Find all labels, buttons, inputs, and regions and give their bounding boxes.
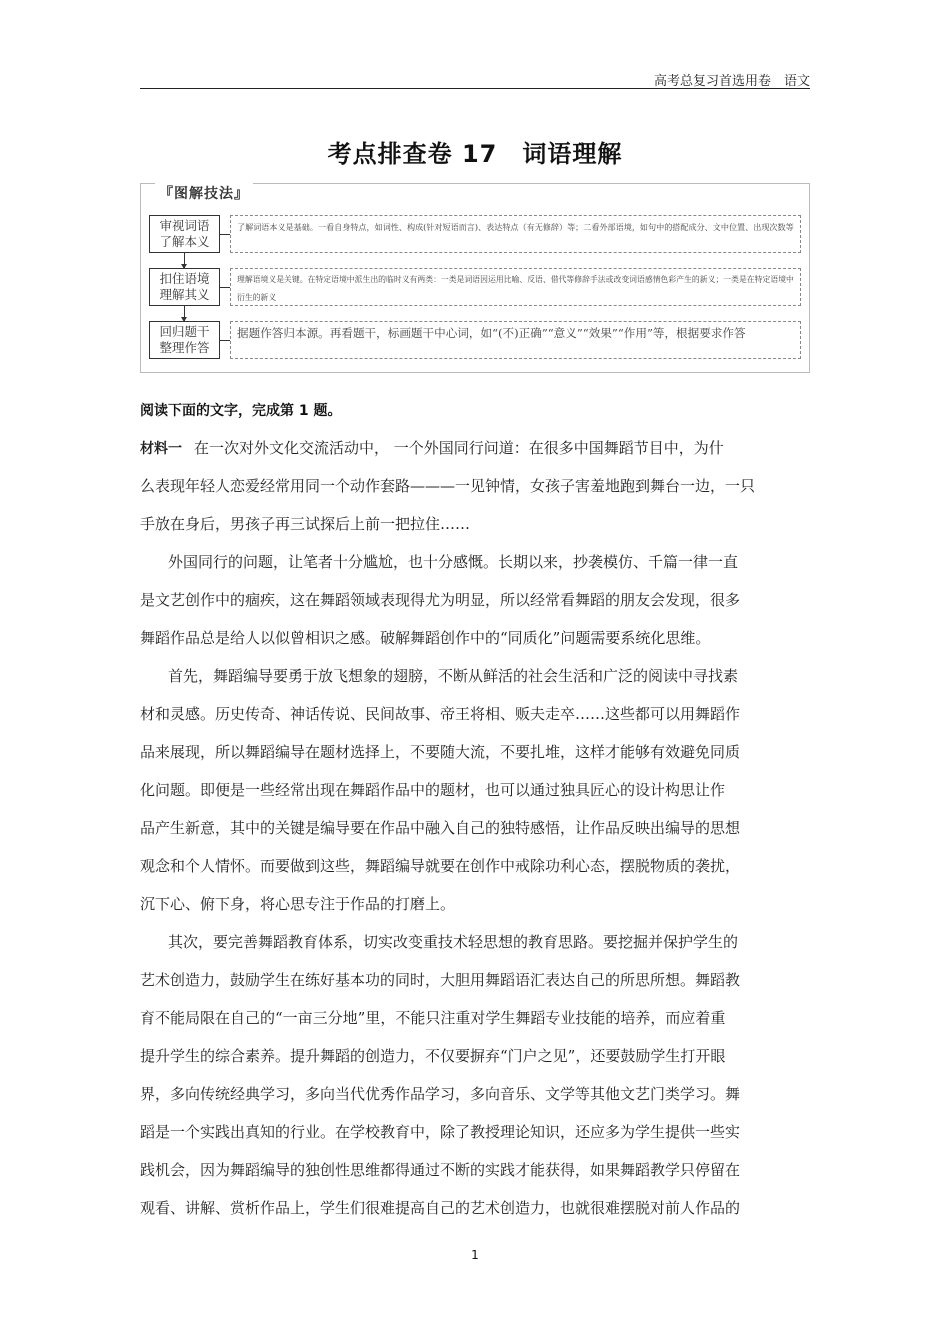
down-arrow-icon <box>184 253 185 268</box>
text-line-content: 在一次对外文化交流活动中， 一个外国同行问道：在很多中国舞蹈节目中，为什 <box>194 439 724 457</box>
page-title: 考点排查卷 17 词语理解 <box>327 140 623 168</box>
step-2-line2: 理解其义 <box>159 287 210 302</box>
text-line: 观念和个人情怀。而要做到这些，舞蹈编导就要在创作中戒除功利心态，摆脱物质的袭扰， <box>140 857 741 875</box>
text-line: 育不能局限在自己的“一亩三分地”里，不能只注重对学生舞蹈专业技能的培养，而应着重 <box>140 1009 726 1027</box>
down-arrow-icon <box>184 306 185 321</box>
step-2-box <box>149 268 220 306</box>
text-line: 品来展现，所以舞蹈编导在题材选择上，不要随大流，不要扎堆，这样才能够有效避免同质 <box>140 743 741 761</box>
text-line: 是文艺创作中的痼疾，这在舞蹈领域表现得尤为明显，所以经常看舞蹈的朋友会发现，很多 <box>140 591 741 609</box>
step-1-line1: 审视词语 <box>159 218 210 233</box>
step-1-line2: 了解本义 <box>159 234 210 249</box>
text-line: 观看、讲解、赏析作品上，学生们很难提高自己的艺术创造力，也就很难摆脱对前人作品的 <box>140 1199 741 1217</box>
text-line: 沉下心、俯下身，将心思专注于作品的打磨上。 <box>140 895 456 913</box>
text-line: 化问题。即便是一些经常出现在舞蹈作品中的题材，也可以通过独具匠心的设计构思让作 <box>140 781 726 799</box>
text-line: 材和灵感。历史传奇、神话传说、民间故事、帝王将相、贩夫走卒……这些都可以用舞蹈作 <box>140 705 741 723</box>
header-rule <box>140 88 810 89</box>
text-line: 界，多向传统经典学习，多向当代优秀作品学习，多向音乐、文学等其他文艺门类学习。舞 <box>140 1085 741 1103</box>
text-line: 其次，要完善舞蹈教育体系，切实改变重技术轻思想的教育思路。要挖掘并保护学生的 <box>168 933 739 951</box>
step-3-desc: 据题作答归本源。再看题干，标画题干中心词，如“(不)正确”“意义”“效果”“作用”等，根据要求作答 <box>230 321 801 359</box>
step-3-line2: 整理作答 <box>159 340 210 355</box>
reading-instruction: 阅读下面的文字，完成第 1 题。 <box>140 403 342 419</box>
step-1-desc: 了解词语本义是基础。一看自身特点，如词性、构成(针对短语而言)、表达特点（有无修辞）等；二看外部语境，如句中的搭配成分、文中位置、出现次数等 <box>230 215 801 253</box>
text-line: 手放在身后，男孩子再三试探后上前一把拉住…… <box>140 515 471 533</box>
material-label: 材料一 <box>140 441 182 457</box>
running-header: 高考总复习首选用卷 语文 <box>653 74 810 89</box>
text-line: 艺术创造力，鼓励学生在练好基本功的同时，大胆用舞蹈语汇表达自己的所思所想。舞蹈教 <box>140 971 741 989</box>
text-line: 外国同行的问题，让笔者十分尴尬，也十分感慨。长期以来，抄袭模仿、千篇一律一直 <box>168 553 739 571</box>
method-label: 『图解技法』 <box>155 183 253 203</box>
step-1-connector <box>220 234 230 235</box>
step-2-line1: 扣住语境 <box>159 271 210 286</box>
text-line: 么表现年轻人恋爱经常用同一个动作套路———一见钟情，女孩子害羞地跑到舞台一边，一只 <box>140 477 756 495</box>
step-3-box <box>149 321 220 359</box>
text-line: 提升学生的综合素养。提升舞蹈的创造力，不仅要摒弃“门户之见”，还要鼓励学生打开眼 <box>140 1047 726 1065</box>
text-line: 蹈是一个实践出真知的行业。在学校教育中，除了教授理论知识，还应多为学生提供一些实 <box>140 1123 741 1141</box>
step-3-connector <box>220 340 230 341</box>
text-line: 践机会，因为舞蹈编导的独创性思维都得通过不断的实践才能获得，如果舞蹈教学只停留在 <box>140 1161 741 1179</box>
text-line: 舞蹈作品总是给人以似曾相识之感。破解舞蹈创作中的“同质化”问题需要系统化思维。 <box>140 629 711 647</box>
page-number: 1 <box>471 1248 479 1262</box>
step-2-connector <box>220 287 230 288</box>
text-line: 品产生新意，其中的关键是编导要在作品中融入自己的独特感悟，让作品反映出编导的思想 <box>140 819 741 837</box>
step-1-box <box>149 215 220 253</box>
text-line <box>140 438 810 459</box>
step-2-desc: 理解语境义是关键。在特定语境中派生出的临时义有两类：一类是词语因运用比喻、反语、借代等修辞手法或改变词语感情色彩产生的新义；一类是在特定语境中衍生的新义 <box>230 268 801 306</box>
step-3-line1: 回归题干 <box>159 324 210 339</box>
method-diagram <box>140 183 810 373</box>
text-line: 首先，舞蹈编导要勇于放飞想象的翅膀，不断从鲜活的社会生活和广泛的阅读中寻找素 <box>168 667 739 685</box>
